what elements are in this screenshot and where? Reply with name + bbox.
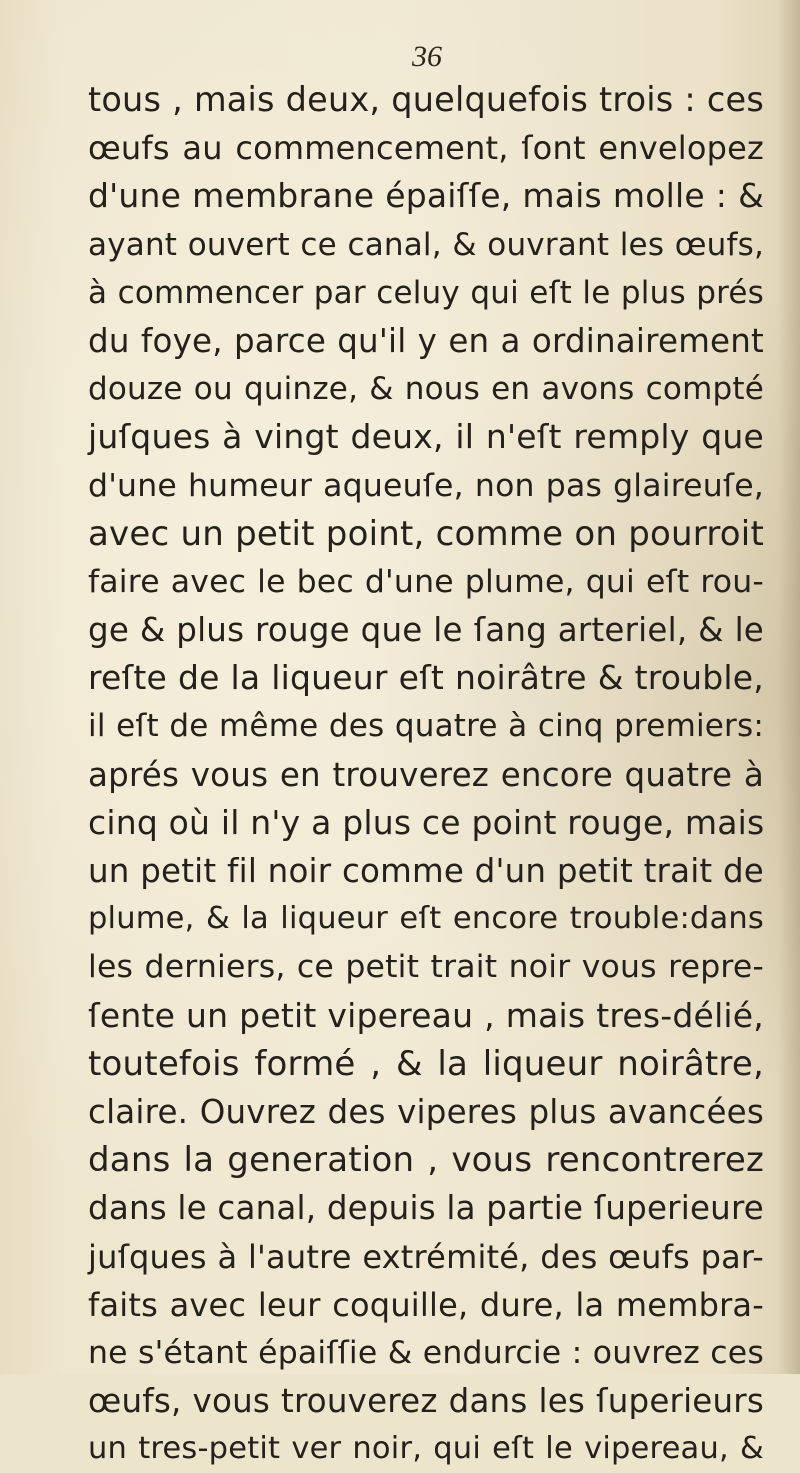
text-line: ayant ouvert ce canal, & ouvrant les œufs, bbox=[88, 226, 764, 263]
text-line: aprés vous en trouverez encore quatre à bbox=[88, 755, 764, 794]
text-line: ge & plus rouge que le ſang arteriel, & le bbox=[88, 611, 764, 650]
text-line: juſques à vingt deux, il n'eſt remply que bbox=[88, 417, 764, 457]
text-line: toutefois formé , & la liqueur noirâtre, bbox=[88, 1043, 764, 1084]
text-line: claire. Ouvrez des viperes plus avancées bbox=[88, 1092, 764, 1131]
text-line: reſte de la liqueur eſt noirâtre & trouble, bbox=[88, 658, 764, 698]
text-line: dans la generation , vous rencontrerez bbox=[88, 1140, 764, 1181]
text-line: cinq où il n'y a plus ce point rouge, mais bbox=[88, 802, 765, 842]
text-line: ſente un petit vipereau , mais tres-délié, bbox=[88, 995, 764, 1035]
text-line: il eſt de même des quatre à cinq premiers: bbox=[88, 708, 764, 745]
text-line: juſques à l'autre extrémité, des œufs par- bbox=[88, 1237, 764, 1276]
text-line: du foye, parce qu'il y en a ordinairement bbox=[88, 321, 764, 360]
text-line: les derniers, ce petit trait noir vous repre- bbox=[88, 949, 764, 986]
text-line: d'une membrane épaiſſe, mais molle : & bbox=[88, 176, 764, 216]
text-line: à commencer par celuy qui eſt le plus prés bbox=[88, 274, 764, 311]
text-line: faire avec le bec d'une plume, qui eſt rou- bbox=[88, 563, 764, 600]
text-line: un petit fil noir comme d'un petit trait de bbox=[88, 852, 764, 890]
page-number: 36 bbox=[412, 40, 442, 73]
text-line: avec un petit point, comme on pourroit bbox=[88, 513, 764, 554]
text-line: un tres-petit ver noir, qui eſt le vipereau, & bbox=[88, 1431, 764, 1467]
page-edge-shadow bbox=[778, 0, 800, 1374]
text-line: œufs, vous trouverez dans les ſuperieurs bbox=[88, 1382, 764, 1421]
text-line: dans le canal, depuis la partie ſuperieure bbox=[88, 1189, 764, 1228]
text-line: d'une humeur aqueuſe, non pas glaireuſe, bbox=[88, 467, 764, 504]
text-line: faits avec leur coquille, dure, la membra- bbox=[88, 1285, 764, 1324]
body-text bbox=[88, 76, 764, 1473]
text-line: plume, & la liqueur eſt encore trouble:dans bbox=[88, 901, 764, 937]
text-line: ne s'étant épaiſſie & endurcie : ouvrez ces bbox=[88, 1334, 764, 1371]
text-line: œufs au commencement, ſont envelopez bbox=[88, 129, 764, 168]
text-line: tous , mais deux, quelquefois trois : ces bbox=[88, 80, 764, 119]
text-line: douze ou quinze, & nous en avons compté bbox=[88, 371, 764, 408]
